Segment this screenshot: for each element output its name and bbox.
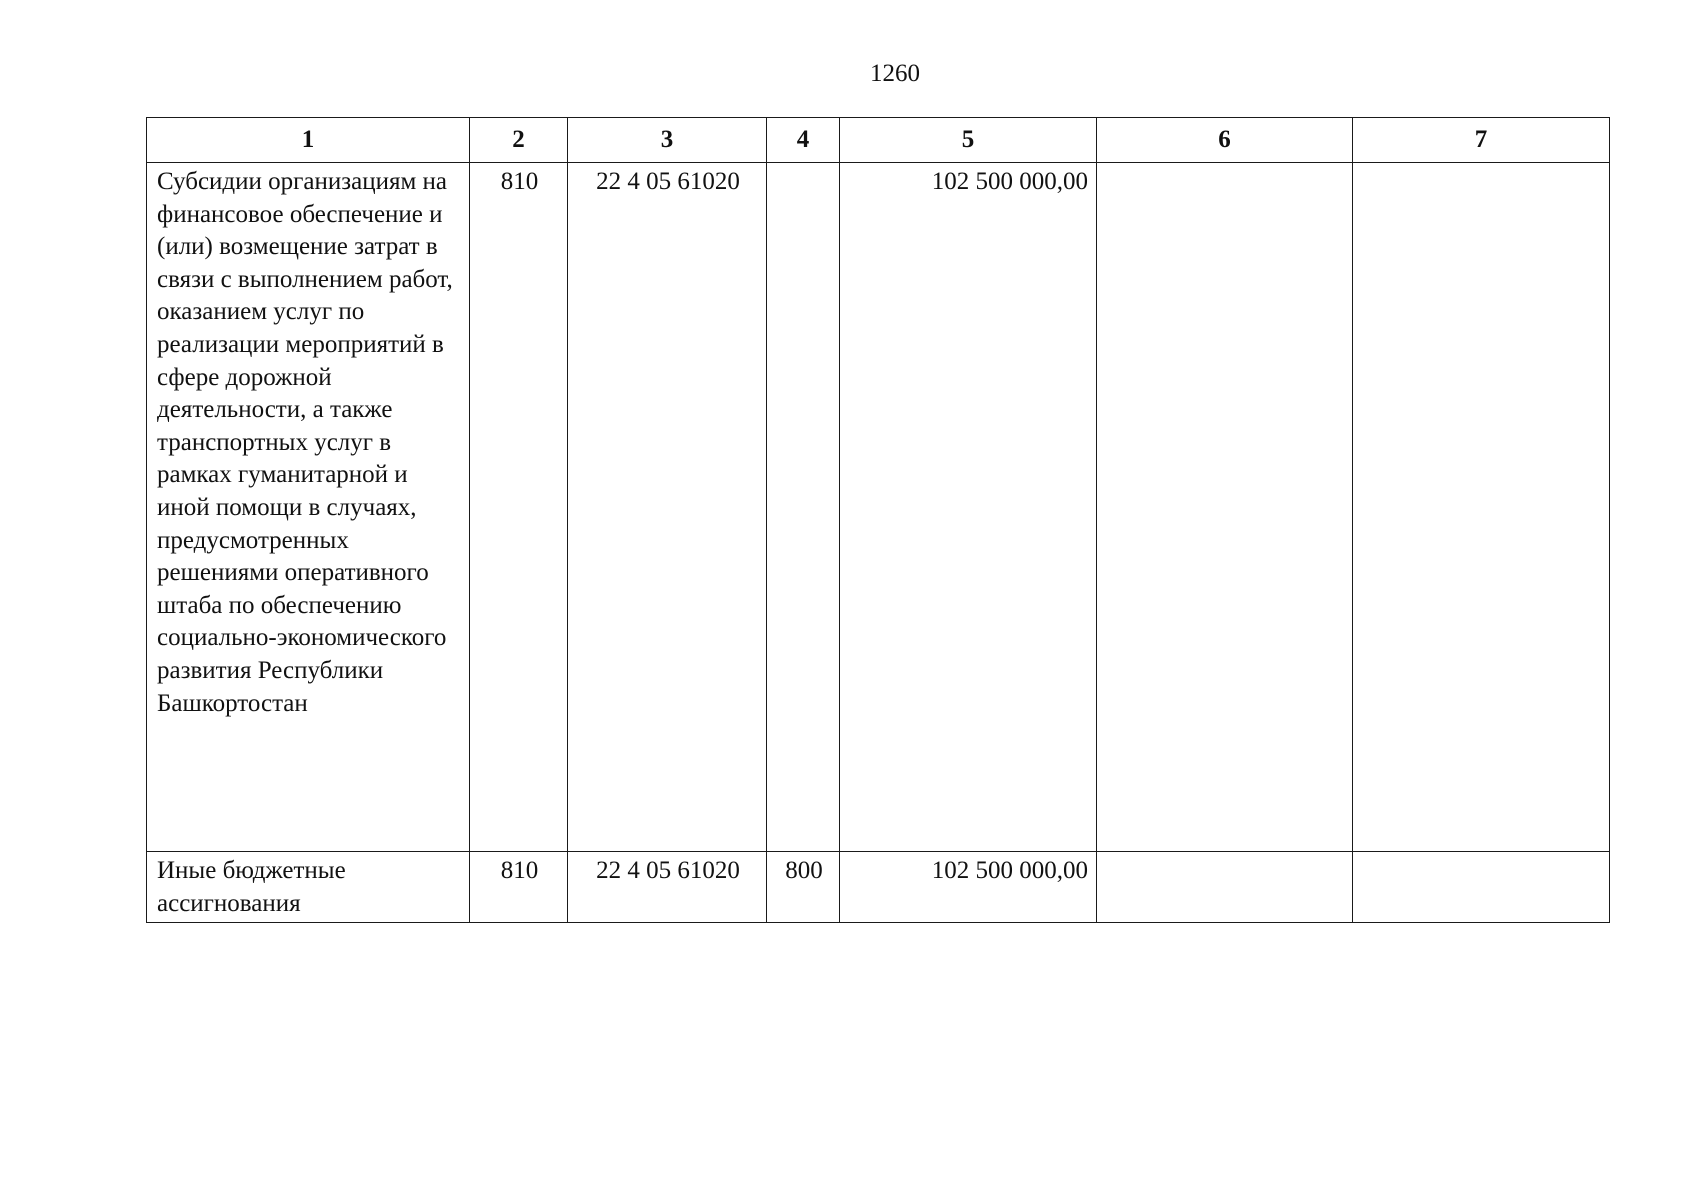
ministry-code-cell: 810 <box>470 852 568 923</box>
column-header-6: 6 <box>1097 118 1353 163</box>
target-article-cell: 22 4 05 61020 <box>568 852 767 923</box>
amount-cell: 102 500 000,00 <box>840 852 1097 923</box>
column-6-cell <box>1097 163 1353 852</box>
expense-type-cell: 800 <box>767 852 840 923</box>
column-7-cell <box>1353 163 1610 852</box>
row-name-cell: Иные бюджетные ассигнования <box>147 852 470 923</box>
table-row <box>147 163 1610 852</box>
table-row <box>147 852 1610 923</box>
column-header-4: 4 <box>767 118 840 163</box>
column-header-1: 1 <box>147 118 470 163</box>
page-number: 1260 <box>870 60 920 87</box>
column-7-cell <box>1353 852 1610 923</box>
target-article-cell: 22 4 05 61020 <box>568 163 767 852</box>
table-header-row <box>147 118 1610 163</box>
column-header-2: 2 <box>470 118 568 163</box>
expense-type-cell <box>767 163 840 852</box>
row-name-cell: Субсидии организациям на финансовое обеспечение и (или) возмещение затрат в связи с выполнением работ, оказанием услуг по реализации мероприятий в сфере дорожной деятельности, а также транспортных услуг в рамках гуманитарной и иной помощи в случаях, предусмотренных решениями оперативного штаба по обеспечению социально-экономического развития Республики Башкортостан <box>147 163 470 852</box>
amount-cell: 102 500 000,00 <box>840 163 1097 852</box>
column-6-cell <box>1097 852 1353 923</box>
budget-table <box>146 117 1610 923</box>
column-header-7: 7 <box>1353 118 1610 163</box>
column-header-5: 5 <box>840 118 1097 163</box>
ministry-code-cell: 810 <box>470 163 568 852</box>
column-header-3: 3 <box>568 118 767 163</box>
